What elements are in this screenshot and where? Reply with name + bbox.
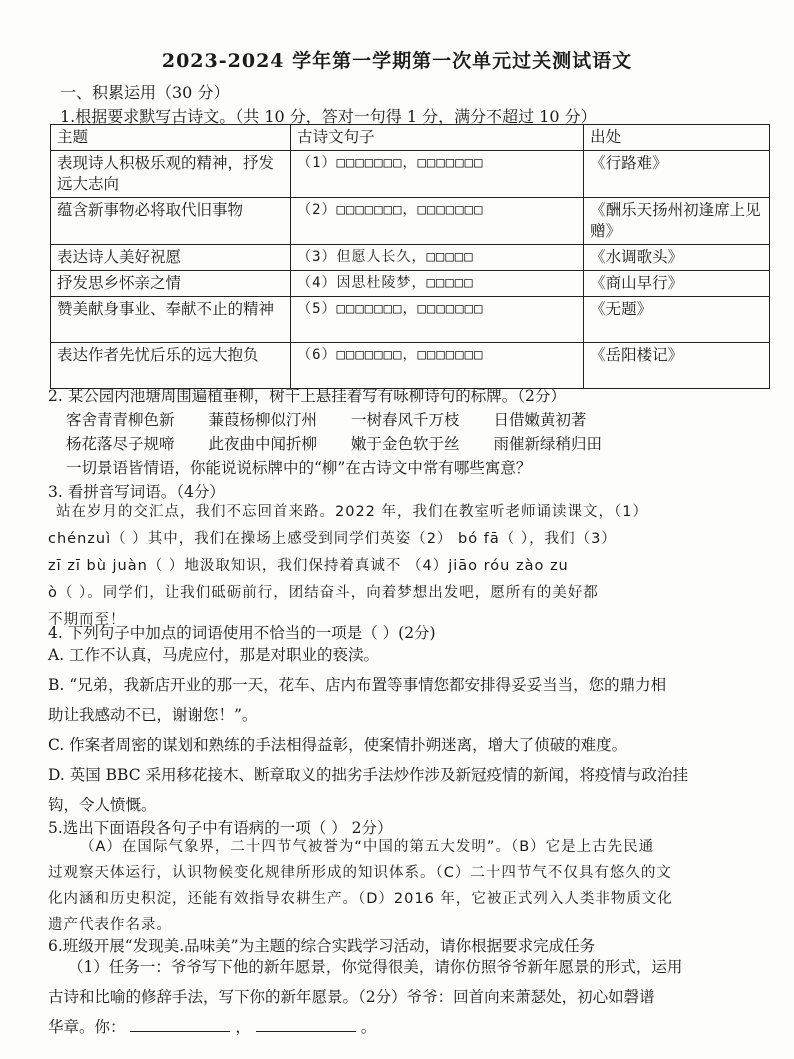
row-source: 《岳阳楼记》: [584, 343, 770, 389]
q3-line: zī zī bù juàn（ ）地汲取知识，我们保持着真诚不 （4）jiāo róu zào zu: [48, 558, 569, 574]
willow-line: 日借嫩黄初著: [493, 411, 587, 429]
table-row: [51, 271, 770, 297]
willow-line: 一树春风千万枝: [351, 411, 460, 429]
row-theme: 表现诗人积极乐观的精神，抒发远大志向: [51, 151, 291, 198]
option-d-cont: 钩，令人愤慨。: [48, 796, 157, 814]
q5-line: 过观察天体运行，认识物候变化规律所形成的知识体系。（C）二十四节气不仅具有悠久的文: [48, 865, 672, 881]
table-header-row: [51, 125, 770, 151]
answer-label: 华章。你：: [48, 1018, 126, 1036]
row-line: （3）但愿人长久，□□□□□: [291, 245, 584, 271]
q6-line: （1）任务一：爷爷写下他的新年愿景，你觉得很美，请你仿照爷爷新年愿景的形式，运用: [68, 958, 683, 976]
q5-line: （A）在国际气象界，二十四节气被誉为“中国的第五大发明”。（B）它是上古先民通: [80, 839, 655, 855]
option-b: B. “兄弟，我新店开业的那一天，花车、店内布置等事情您都安排得妥妥当当，您的鼎力相: [48, 676, 667, 694]
q2-question: 一切景语皆情语，你能说说标牌中的“柳”在古诗文中常有哪些寓意？: [66, 459, 532, 477]
row-source: 《酬乐天扬州初逢席上见赠》: [584, 198, 770, 245]
row-source: 《无题》: [584, 297, 770, 343]
willow-line: 杨花落尽子规啼: [66, 435, 175, 453]
row-theme: 表达诗人美好祝愿: [51, 245, 291, 271]
option-b-cont: 助让我感动不已，谢谢您！”。: [48, 706, 258, 724]
row-line: （5）□□□□□□□，□□□□□□□: [291, 297, 584, 343]
row-theme: 表达作者先忧后乐的远大抱负: [51, 343, 291, 389]
q5-prompt: 5.选出下面语段各句子中有语病的一项（ ） 2分）: [48, 819, 393, 837]
section-heading: 一、积累运用（30 分）: [60, 83, 230, 102]
row-source: 《商山早行》: [584, 271, 770, 297]
option-c: C. 作案者周密的谋划和熟练的手法相得益彰，使案情扑朔迷离，增大了侦破的难度。: [48, 736, 628, 754]
willow-line: 此夜曲中闻折柳: [208, 435, 318, 453]
answer-blank-1[interactable]: [130, 1017, 230, 1032]
q3-line: ò（ ）。同学们，让我们砥砺前行，团结奋斗，向着梦想出发吧，愿所有的美好都: [48, 585, 599, 601]
q6-task: [48, 952, 760, 1042]
option-a: A. 工作不认真，马虎应付，那是对职业的亵渎。: [48, 646, 380, 664]
q4-prompt: 4. 下列句子中加点的词语使用不恰当的一项是（ ）(2分): [48, 624, 436, 642]
q6-prompt: 6.班级开展“发现美.品味美”为主题的综合实践学习活动，请你根据要求完成任务: [48, 937, 596, 955]
willow-line: 嫩于金色软于丝: [351, 435, 460, 453]
q1-prompt: 1.根据要求默写古诗文。（共 10 分，答对一句得 1 分，满分不超过 10 分）: [60, 107, 597, 126]
table-row: [51, 297, 770, 343]
option-d: D. 英国 BBC 采用移花接木、断章取义的拙劣手法炒作涉及新冠疫情的新闻，将疫情与政治挂: [48, 766, 689, 784]
row-source: 《行路难》: [584, 151, 770, 198]
answer-period: 。: [360, 1018, 377, 1036]
table-row: [51, 151, 770, 198]
q4-options: [48, 640, 760, 820]
willow-sign-row: [66, 408, 621, 430]
q3-line: chénzuì（ ）其中，我们在操场上感受到同学们英姿（2） bó fā（ ），我们（3）: [48, 531, 617, 547]
table-header: 古诗文句子: [291, 125, 584, 151]
table-row: [51, 198, 770, 245]
row-line: （2）□□□□□□□，□□□□□□□: [291, 198, 584, 245]
q5-line: 化内涵和历史积淀，还能有效指导农耕生产。（D）2016 年，它被正式列入人类非物质文化: [48, 891, 673, 907]
answer-blank-2[interactable]: [256, 1017, 356, 1032]
table-row: [51, 343, 770, 389]
q2-prompt: 2. 某公园内池塘周围遍植垂柳，树干上悬挂着写有咏柳诗句的标牌。（2分）: [48, 387, 566, 405]
row-theme: 抒发思乡怀亲之情: [51, 271, 291, 297]
poem-table: [50, 124, 770, 389]
q3-passage: [48, 499, 760, 634]
row-theme: 赞美献身事业、奉献不止的精神: [51, 297, 291, 343]
q5-line: 遗产代表作名录。: [48, 917, 172, 933]
q3-line: 站在岁月的交汇点，我们不忘回首来路。2022 年，我们在教室听老师诵读课文，（1）: [56, 504, 648, 520]
willow-sign-row: [66, 432, 636, 454]
row-line: （4）因思杜陵梦，□□□□□: [291, 271, 584, 297]
row-line: （1）□□□□□□□，□□□□□□□: [291, 151, 584, 198]
q6-line: 古诗和比喻的修辞手法，写下你的新年愿景。（2分）爷爷：回首向来萧瑟处，初心如磬谱: [48, 988, 655, 1006]
row-line: （6）□□□□□□□，□□□□□□□: [291, 343, 584, 389]
page-title: 2023-2024 学年第一学期第一次单元过关测试语文: [161, 50, 633, 72]
row-theme: 蕴含新事物必将取代旧事物: [51, 198, 291, 245]
q3-prompt: 3. 看拼音写词语。（4分）: [48, 483, 225, 501]
willow-line: 客舍青青柳色新: [66, 411, 175, 429]
answer-comma: ，: [235, 1018, 251, 1036]
table-header: 主题: [51, 125, 291, 151]
q3-line: 不期而至！: [48, 612, 126, 628]
table-row: [51, 245, 770, 271]
row-source: 《水调歌头》: [584, 245, 770, 271]
q6-line: [48, 1012, 760, 1042]
q5-passage: [48, 834, 760, 938]
table-header: 出处: [584, 125, 770, 151]
willow-line: 蒹葭杨柳似汀州: [208, 411, 318, 429]
willow-line: 雨催新绿稍归田: [493, 435, 603, 453]
